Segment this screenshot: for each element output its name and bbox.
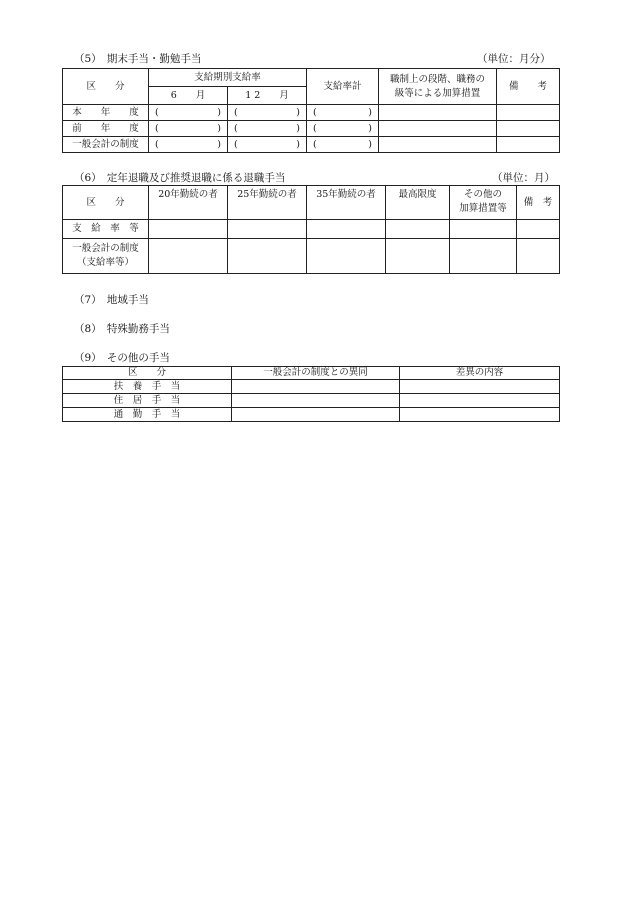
header-dec: 1 2 月 [228,87,307,105]
data-cell [517,220,560,239]
paren-open: ( [234,106,238,118]
table-row [63,408,560,422]
paren-open: ( [155,106,159,118]
paren-open: ( [313,138,317,150]
dec-cell [228,121,307,137]
june-cell [149,137,228,153]
paren-close: ) [368,122,373,134]
data-cell [386,239,450,274]
header-other-line1: その他の [463,189,502,200]
row-label-line1: 一般会計の制度 [72,243,139,254]
section-9-title: （9） その他の手当 [74,352,170,364]
total-cell [307,137,379,153]
data-cell [517,239,560,274]
header-total: 支給率計 [307,69,379,105]
row-label: 支 給 率 等 [63,220,149,239]
data-cell [307,220,386,239]
header-diff: 一般会計の制度との異同 [232,367,400,380]
header-period: 支給期別支給率 [149,69,307,87]
paren-close: ) [368,106,373,118]
paren-open: ( [234,138,238,150]
header-kubun: 区 分 [63,367,232,380]
data-cell [450,220,517,239]
paren-close: ) [368,138,373,150]
header-extra [379,69,497,105]
data-cell [228,220,307,239]
other-allowances-table [62,366,560,422]
data-cell [232,380,400,394]
row-label: 住 居 手 当 [63,394,232,408]
table-row [63,394,560,408]
extra-cell [379,105,497,121]
paren-open: ( [313,122,317,134]
section-7-title: （7） 地域手当 [74,294,149,306]
row-label: 通 勤 手 当 [63,408,232,422]
header-20y: 20年勤続の者 [149,186,228,220]
row-label [63,239,149,274]
extra-cell [379,137,497,153]
paren-close: ) [217,122,221,134]
paren-close: ) [217,138,221,150]
june-cell [149,105,228,121]
header-other-line2: 加算措置等 [459,203,507,214]
row-label-line2: （支給率等） [76,257,134,268]
section-8-title: （8） 特殊勤務手当 [74,323,170,335]
data-cell [232,394,400,408]
header-max: 最高限度 [386,186,450,220]
dec-cell [228,105,307,121]
dec-cell [228,137,307,153]
june-cell [149,121,228,137]
header-content: 差異の内容 [400,367,560,380]
section-6-unit: （単位：月） [492,172,555,184]
table-row [63,239,560,274]
header-other [450,186,517,220]
total-cell [307,105,379,121]
header-note: 備 考 [517,186,560,220]
data-cell [386,220,450,239]
header-kubun: 区 分 [63,186,149,220]
extra-cell [379,121,497,137]
row-label: 前 年 度 [63,121,149,137]
row-label: 扶 養 手 当 [63,380,232,394]
paren-open: ( [155,138,159,150]
paren-close: ) [217,106,221,118]
header-note: 備 考 [497,69,560,105]
retirement-table [62,185,560,274]
total-cell [307,121,379,137]
note-cell [497,105,560,121]
header-kubun: 区 分 [63,69,149,105]
header-extra-line1: 職制上の段階、職務の [390,73,486,85]
table-row [63,220,560,239]
header-35y: 35年勤続の者 [307,186,386,220]
table-row [63,380,560,394]
table-row [63,105,560,121]
data-cell [149,220,228,239]
data-cell [307,239,386,274]
paren-open: ( [155,122,159,134]
note-cell [497,137,560,153]
header-extra-line2: 級等による加算措置 [394,87,481,99]
paren-open: ( [313,106,317,118]
section-6-title: （6） 定年退職及び推奨退職に係る退職手当 [74,172,286,184]
data-cell [228,239,307,274]
data-cell [450,239,517,274]
header-25y: 25年勤続の者 [228,186,307,220]
paren-open: ( [234,122,238,134]
data-cell [400,394,560,408]
row-label: 本 年 度 [63,105,149,121]
data-cell [400,408,560,422]
paren-close: ) [296,122,301,134]
row-label: 一般会計の制度 [63,137,149,153]
paren-close: ) [296,106,301,118]
table-row [63,137,560,153]
header-june: 6 月 [149,87,228,105]
data-cell [232,408,400,422]
section-5-unit: （単位：月分） [477,53,551,65]
data-cell [400,380,560,394]
data-cell [149,239,228,274]
paren-close: ) [296,138,301,150]
table-row [63,121,560,137]
section-5-title: （5） 期末手当・勤勉手当 [74,53,202,65]
bonus-table [62,68,560,153]
note-cell [497,121,560,137]
